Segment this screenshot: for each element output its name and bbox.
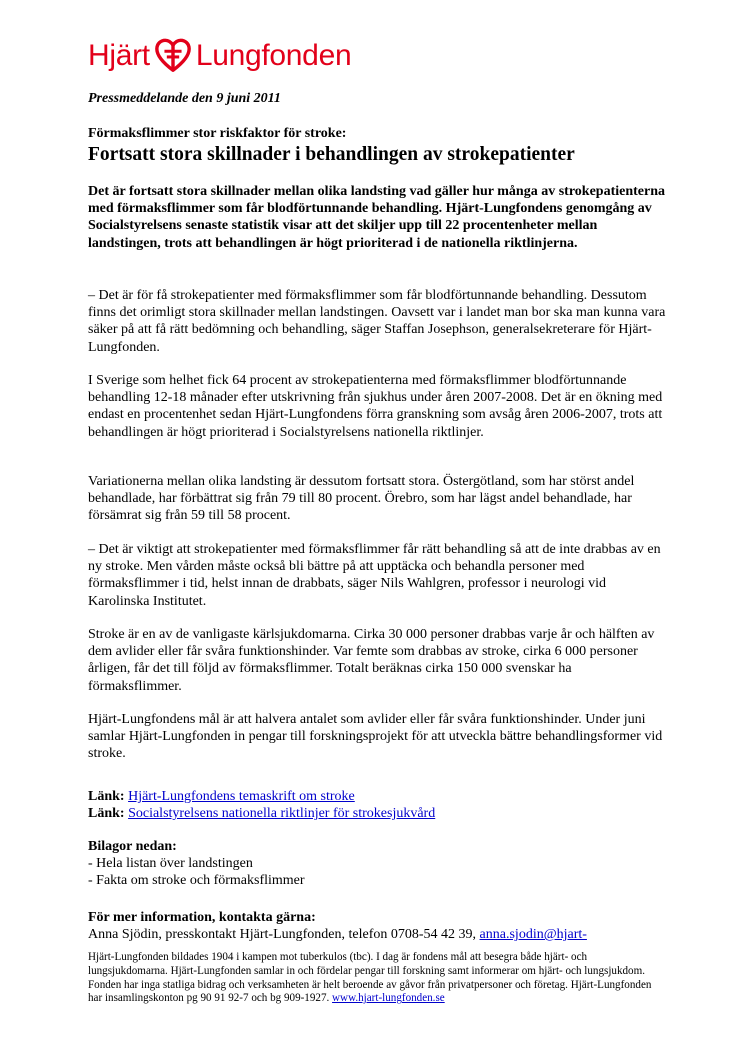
- guidelines-link[interactable]: Socialstyrelsens nationella riktlinjer för strokesjukvård: [128, 806, 436, 822]
- stroke-brochure-link[interactable]: Hjärt-Lungfondens temaskrift om stroke: [128, 789, 355, 804]
- attachment-item: - Fakta om stroke och förmaksflimmer: [88, 873, 305, 889]
- contact-section: [88, 909, 587, 943]
- kicker: Förmaksflimmer stor riskfaktor för stroke:: [88, 126, 347, 141]
- lead-paragraph: Det är fortsatt stora skillnader mellan olika landsting vad gäller hur många av strokepatienterna med förmaksflimmer som får blodförtunnande behandling. Hjärt-Lungfondens genomgång av Socialstyrelsens senaste statistik visar att det skiljer upp till 22 procentenheter mellan landstingen, trots att behandlingen är högt prioriterad i de nationella riktlinjerna.: [88, 184, 665, 251]
- body-paragraph-3: Variationerna mellan olika landsting är dessutom fortsatt stora. Östergötland, som har störst andel behandlade, har förbättrat sig från 79 till 80 procent. Örebro, som har lägst andel behandlade, har försämrat sig från 59 till 58 procent.: [88, 474, 635, 524]
- attachment-item: - Hela listan över landstingen: [88, 856, 253, 872]
- hjart-lungfonden-logo: [88, 36, 351, 76]
- body-paragraph-6: Hjärt-Lungfondens mål är att halvera antalet som avlider eller får svåra funktionshinder. Under juni samlar Hjärt-Lungfonden in pengar till forskningsprojekt för att utveckla bättre behandlingsformer vid stroke.: [88, 712, 663, 762]
- body-paragraph-5: Stroke är en av de vanligaste kärlsjukdomarna. Cirka 30 000 personer drabbas varje år och hälften av dem avlider eller får svåra funktionshinder. Var femte som drabbas av stroke, cirka 6 000 personer årligen, får det till följd av förmaksflimmer. Totalt beräknas cirka 150 000 svenskar ha förmaksflimmer.: [88, 627, 655, 694]
- links-section: [88, 788, 435, 822]
- body-paragraph-2: I Sverige som helhet fick 64 procent av strokepatienterna med förmaksflimmer blodförtunnande behandling 12-18 månader efter utskrivning från sjukhus under åren 2007-2008. Det är en ökning med endast en procentenhet sedan Hjärt-Lungfondens förra granskning som avsåg åren 2006-2007, trots att behandlingen är högt prioriterad i Socialstyrelsens nationella riktlinjer.: [88, 373, 663, 440]
- footer-body: Hjärt-Lungfonden bildades 1904 i kampen mot tuberkulos (tbc). I dag är fondens mål att besegra både hjärt- och lungsjukdomarna. Hjärt-Lungfonden samlar in och fördelar pengar till forskning samt informerar om hjärt- och lungsjukdom. Fonden har inga statliga bidrag och verksamheten är helt beroende av gåvor från privatpersoner och företag. Hjärt-Lungfonden har insamlingskonton pg 90 91 92-7 och bg 909-1927.: [88, 951, 652, 1005]
- link-row: [88, 805, 435, 822]
- logo-left-word: Hjärt: [88, 39, 150, 72]
- contact-email-link[interactable]: anna.sjodin@hjart-: [479, 927, 587, 943]
- contact-line: [88, 926, 587, 943]
- contact-text: Anna Sjödin, presskontakt Hjärt-Lungfonden, telefon 0708-54 42 39,: [88, 927, 480, 943]
- attachments-section: [88, 838, 305, 890]
- headline: Fortsatt stora skillnader i behandlingen av strokepatienter: [88, 144, 575, 165]
- body-paragraph-1: – Det är för få strokepatienter med förmaksflimmer som får blodförtunnande behandling. Dessutom finns det orimligt stora skillnader mellan landstingen. Oavsett var i landet man bor ska man kunna vara säker på att få rätt bedömning och behandling, säger Staffan Josephson, generalsekreterare för Hjärt-Lungfonden.: [88, 288, 666, 355]
- link-label: Länk:: [88, 789, 125, 804]
- body-paragraph-4: – Det är viktigt att strokepatienter med förmaksflimmer får rätt behandling så att de inte drabbas av en ny stroke. Men vården måste också bli bättre på att upptäcka och behandla personer med förmaksflimmer i tid, helst innan de drabbats, säger Nils Wahlgren, professor i neurologi vid Karolinska Institutet.: [88, 542, 661, 609]
- attachments-title: Bilagor nedan:: [88, 839, 177, 854]
- footer-text: [88, 951, 660, 1006]
- contact-title: För mer information, kontakta gärna:: [88, 910, 316, 925]
- heart-cross-icon: [154, 37, 192, 75]
- website-link[interactable]: www.hjart-lungfonden.se: [332, 992, 445, 1005]
- dateline: Pressmeddelande den 9 juni 2011: [88, 91, 281, 106]
- logo-right-word: Lungfonden: [195, 39, 352, 72]
- link-row: [88, 788, 435, 805]
- link-label: Länk:: [88, 806, 125, 822]
